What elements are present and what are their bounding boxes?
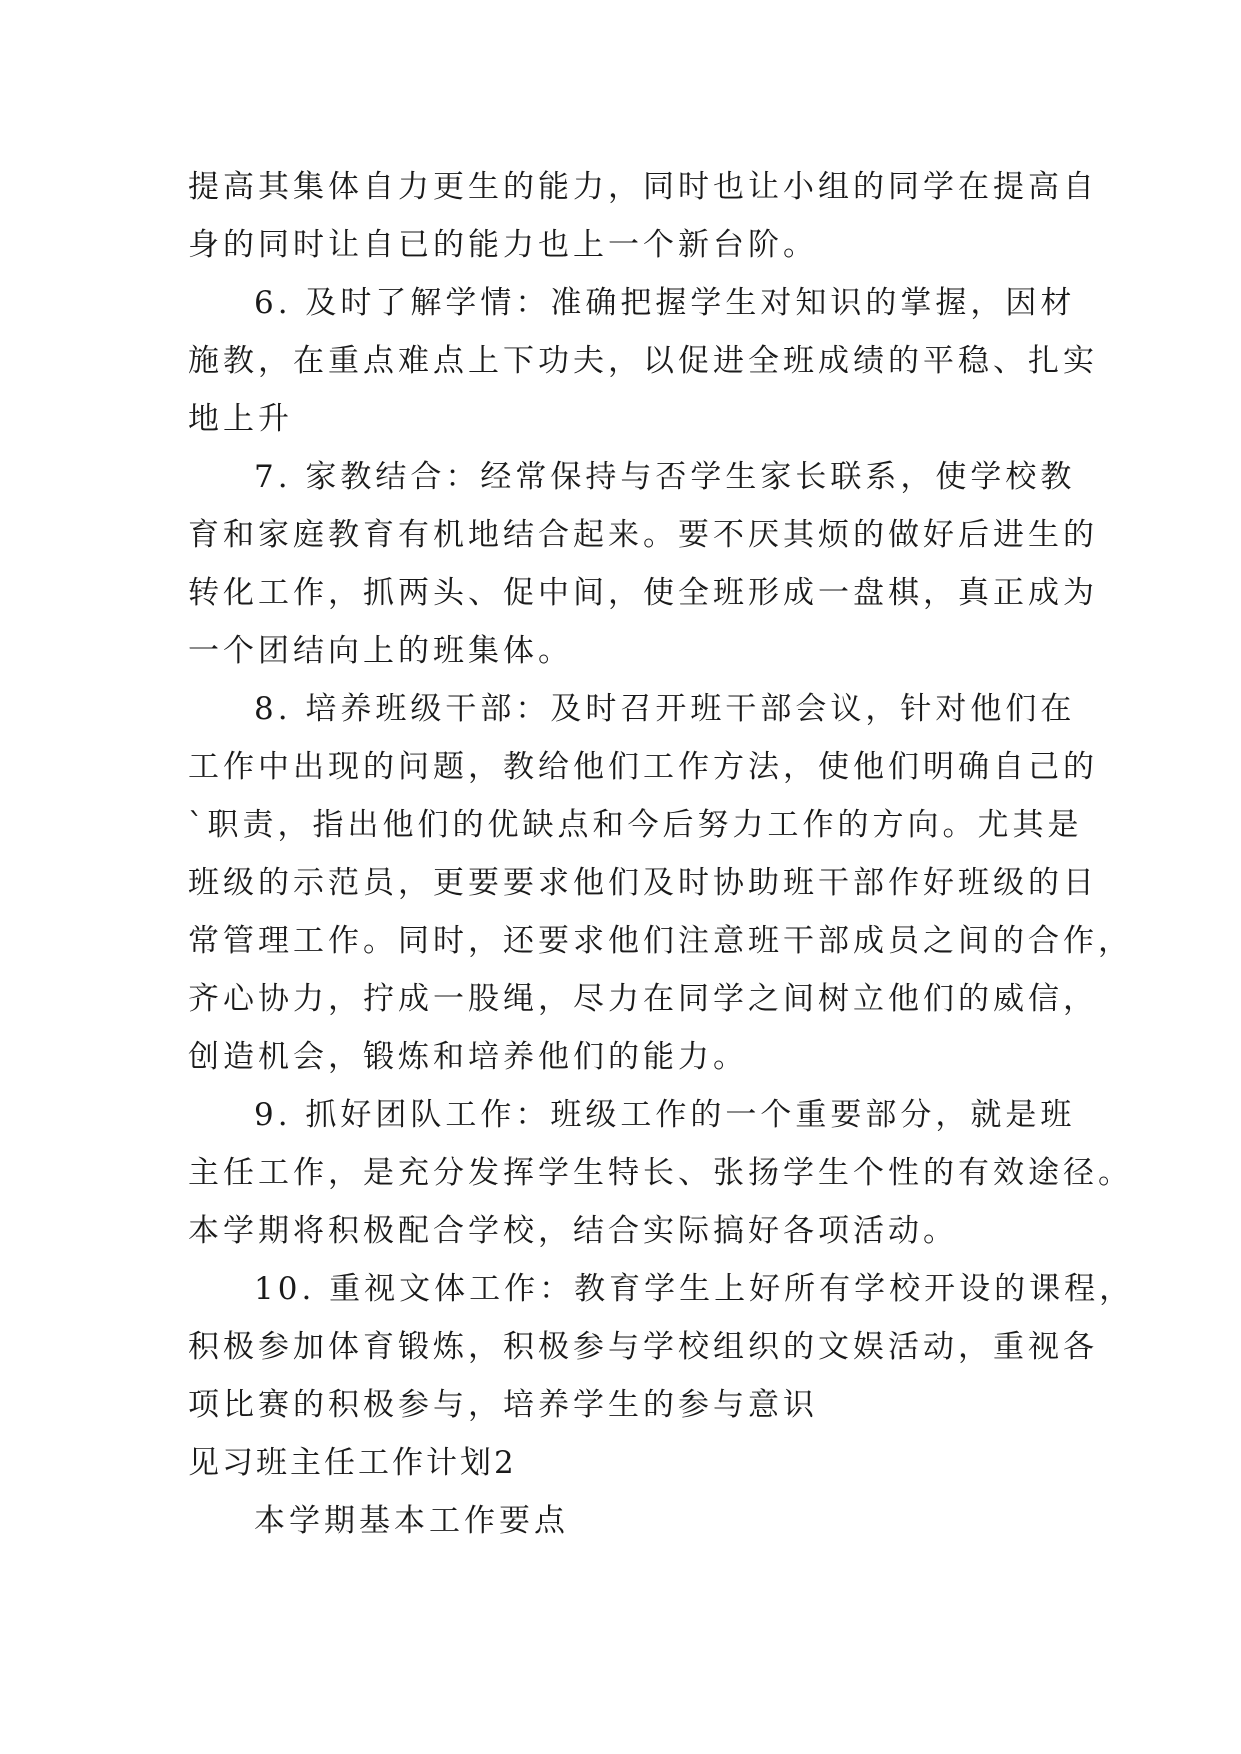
text-line: 育和家庭教育有机地结合起来。要不厌其烦的做好后进生的 bbox=[188, 517, 1098, 553]
text-line: 班级的示范员，更要要求他们及时协助班干部作好班级的日 bbox=[188, 865, 1098, 901]
document-body bbox=[188, 158, 1135, 1550]
text-line: 提高其集体自力更生的能力，同时也让小组的同学在提高自 bbox=[188, 169, 1098, 205]
subsection-heading: 本学期基本工作要点 bbox=[254, 1503, 569, 1539]
list-item-9: 9. 抓好团队工作：班级工作的一个重要部分，就是班 bbox=[254, 1097, 1076, 1133]
text-line: 创造机会，锻炼和培养他们的能力。 bbox=[188, 1039, 748, 1075]
text-line: 项比赛的积极参与，培养学生的参与意识 bbox=[188, 1387, 818, 1423]
text-line: 常管理工作。同时，还要求他们注意班干部成员之间的合作， bbox=[188, 923, 1133, 959]
list-item-7: 7. 家教结合：经常保持与否学生家长联系，使学校教 bbox=[254, 459, 1076, 495]
section-heading: 见习班主任工作计划2 bbox=[188, 1445, 517, 1481]
text-line: 主任工作，是充分发挥学生特长、张扬学生个性的有效途径。 bbox=[188, 1155, 1133, 1191]
list-item-6: 6. 及时了解学情：准确把握学生对知识的掌握，因材 bbox=[254, 285, 1076, 321]
text-line: 一个团结向上的班集体。 bbox=[188, 633, 573, 669]
text-line: 齐心协力，拧成一股绳，尽力在同学之间树立他们的威信， bbox=[188, 981, 1098, 1017]
text-line: 工作中出现的问题，教给他们工作方法，使他们明确自己的 bbox=[188, 749, 1098, 785]
text-line: 施教，在重点难点上下功夫，以促进全班成绩的平稳、扎实 bbox=[188, 343, 1098, 379]
list-item-8: 8. 培养班级干部：及时召开班干部会议，针对他们在 bbox=[254, 691, 1076, 727]
text-line: 地上升 bbox=[188, 401, 293, 437]
text-line: 转化工作，抓两头、促中间，使全班形成一盘棋，真正成为 bbox=[188, 575, 1098, 611]
list-item-10: 10. 重视文体工作：教育学生上好所有学校开设的课程， bbox=[254, 1271, 1135, 1307]
text-line: 积极参加体育锻炼，积极参与学校组织的文娱活动，重视各 bbox=[188, 1329, 1098, 1365]
text-line: 身的同时让自已的能力也上一个新台阶。 bbox=[188, 227, 818, 263]
text-line: `职责，指出他们的优缺点和今后努力工作的方向。尤其是 bbox=[188, 807, 1083, 843]
text-line: 本学期将积极配合学校，结合实际搞好各项活动。 bbox=[188, 1213, 958, 1249]
